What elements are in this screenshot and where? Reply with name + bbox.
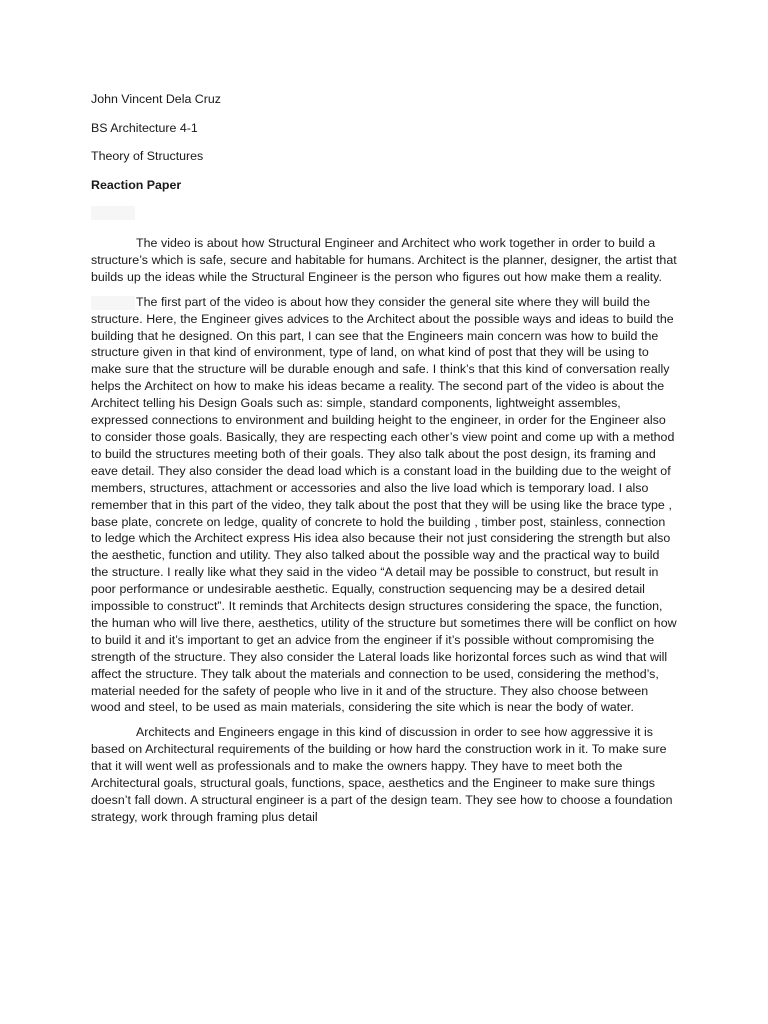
paragraph: Architects and Engineers engage in this kind of discussion in order to see how aggressive it is based on Architectural requirements of the building or how hard the construction work in it. To make sure that it will went well as professionals and to make the owners happy. They have to meet both the Architectural goals, structural goals, functions, space, aesthetics and the Engineer to make sure things doesn’t fall down. A structural engineer is a part of the design team. They see how to choose a foundation strategy, work through framing plus detail (91, 725, 673, 824)
blank-highlight (91, 206, 135, 220)
document-title: Reaction Paper (91, 177, 182, 192)
course-section: BS Architecture 4-1 (91, 120, 198, 135)
paragraph: The video is about how Structural Engineer and Architect who work together in order to build a structure’s which is safe, secure and habitable for humans. Architect is the planner, designer, the artist that builds up the ideas while the Structural Engineer is the person who figures out how make them a reality. (91, 236, 677, 284)
subject-name: Theory of Structures (91, 149, 204, 163)
paragraph: The first part of the video is about how they consider the general site where they will build the structure. Here, the Engineer gives advices to the Architect about the possible ways and ideas to build the building that he designed. On this part, I can see that the Engineers main concern was how to build the structure given in that kind of environment, type of land, on what kind of post that they will be using to make sure that the structure will be durable enough and safe. I think’s that this kind of conversation really helps the Architect on how to make his ideas became a reality. The second part of the video is about the Architect telling his Design Goals such as: simple, standard components, lightweight assembles, expressed connections to environment and building height to the engineer, in order for the Engineer also to consider those goals. Basically, they are respecting each other’s view point and come up with a method to build the structures meeting both of their goals. They also talk about the post design, its framing and eave detail. They also consider the dead load which is a constant load in the building due to the weight of members, structures, attachment or accessories and also the live load which is temporary load. I also remember that in this part of the video, they talk about the post that they will be using like the brace type , base plate, concrete on ledge, quality of concrete to hold the building , timber post, stainless, connection to ledge which the Architect express His idea also because their not just considering the strength but also the aesthetic, function and utility. They also talked about the possible way and the practical way to build the structure. I really like what they said in the video “A detail may be possible to construct, but result in poor performance or undesirable aesthetic. Equally, construction sequencing may be a desired detail impossible to construct”. It reminds that Architects design structures considering the space, the function, the human who will live there, aesthetics, utility of the structure but sometimes there will be conflict on how to build it and it’s important to get an advice from the engineer if it’s possible without compromising the strength of the structure. They also consider the Lateral loads like horizontal forces such as wind that will affect the structure. They talk about the materials and connection to be used, considering the method’s, material needed for the safety of people who live in it and of the structure. They also choose between wood and steel, to be used as main materials, considering the site which is near the body of water. (91, 294, 679, 717)
author-name: John Vincent Dela Cruz (91, 92, 221, 106)
document-body (91, 235, 679, 834)
document-header (91, 91, 691, 205)
